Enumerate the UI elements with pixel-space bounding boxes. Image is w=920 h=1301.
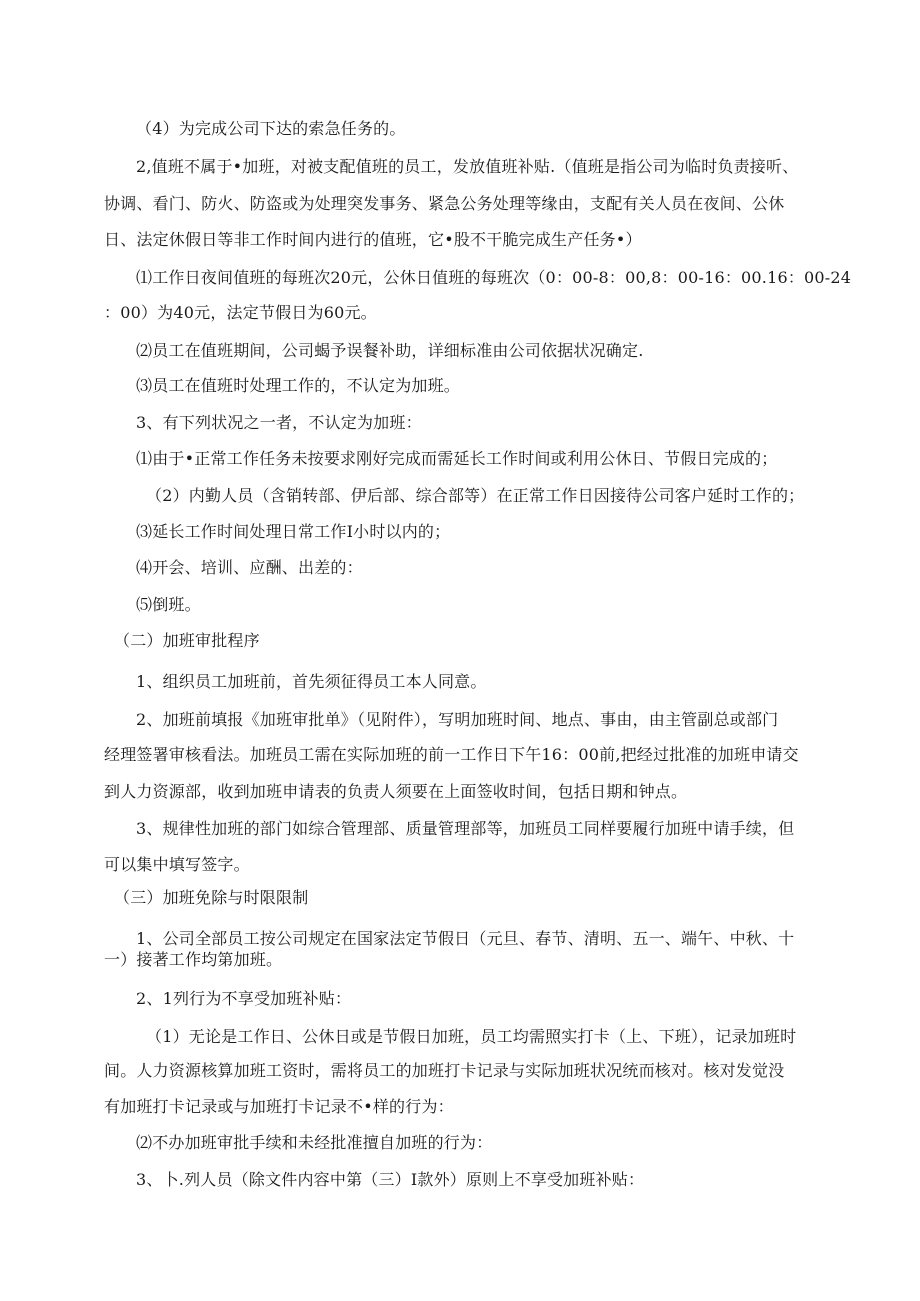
text-line: 有加班打卡记录或与加班打卡记录不•样的行为： [104, 1097, 454, 1116]
text-line: 3、有下列状况之一者，不认定为加班： [136, 413, 422, 432]
text-line: ⑵员工在值班期间，公司蝎予误餐补助，详细标准由公司依据状况确定. [136, 341, 644, 360]
text-line: ⑴由于•正常工作任务未按要求刚好完成而需延长工作时间或利用公休日、节假日完成的； [136, 449, 778, 468]
text-line: ⑵不办加班审批手续和未经批准擅自加班的行为： [136, 1133, 493, 1152]
text-line: ⑷开会、培训、应酬、出差的： [136, 558, 363, 577]
text-line: ：00）为40元，法定节假日为60元。 [104, 303, 377, 322]
text-line: （1）无论是工作日、公休日或是节假日加班，员工均需照实打卡（上、下班），记录加班时 [146, 1027, 797, 1046]
text-line: 经理签署审核看法。加班员工需在实际加班的前一工作日下午16：00前,把经过批准的加班申请交 [104, 745, 799, 764]
text-line: ⑴工作日夜间值班的每班次20元，公休日值班的每班次（0：00-8：00,8：00-16：00.16：00-24 [136, 268, 852, 287]
text-line: ⑶延长工作时间处理日常工作I小时以内的； [136, 522, 451, 541]
text-line: ⑶员工在值班时处理工作的，不认定为加班。 [136, 376, 461, 395]
text-line: ⑸倒班。 [136, 595, 201, 614]
text-line: 2、1列行为不享受加班补贴： [136, 989, 352, 1008]
text-line: 可以集中填写签字。 [104, 855, 250, 874]
text-line: （4）为完成公司下达的索急任务的。 [136, 119, 406, 138]
text-line: 间。人力资源核算加班工资时，需将员工的加班打卡记录与实际加班状况统而核对。核对发觉没 [104, 1061, 785, 1080]
text-line: 1、公司全部员工按公司规定在国家法定节假日（元旦、春节、清明、五一、端午、中秋、十 [136, 929, 795, 948]
section-heading: （二）加班审批程序 [114, 631, 260, 650]
text-line: 3、规律性加班的部门如综合管理部、质量管理部等，加班员工同样要履行加班中请手续，但 [136, 819, 795, 838]
text-line: （2）内勤人员（含销转部、伊后部、综合部等）在正常工作日因接待公司客户延时工作的； [146, 486, 805, 505]
text-line: 2、加班前填报《加班审批单》（见附件），写明加班时间、地点、事由，由主管副总或部门 [136, 710, 779, 729]
text-line: 2,值班不属于•加班，对被支配值班的员工，发放值班补贴.（值班是指公司为临时负责接听、 [136, 157, 799, 176]
text-line: 日、法定休假日等非工作时间内进行的值班，它•股不干脆完成生产任务•） [104, 230, 642, 249]
text-line: 协调、看门、防火、防盗或为处理突发事务、紧急公务处理等缘由，支配有关人员在夜间、公休 [104, 194, 785, 213]
text-line: 到人力资源部，收到加班申请表的负责人须要在上面签收时间，包括日期和钟点。 [104, 782, 688, 801]
text-line: 一）接著工作均第加班。 [104, 950, 283, 969]
text-line: 1、组织员工加班前，首先须征得员工本人同意。 [136, 672, 487, 691]
section-heading: （三）加班免除与时限限制 [114, 888, 309, 907]
text-line: 3、卜.列人员（除文件内容中第（三）I款外）原则上不享受加班补贴： [136, 1170, 645, 1189]
